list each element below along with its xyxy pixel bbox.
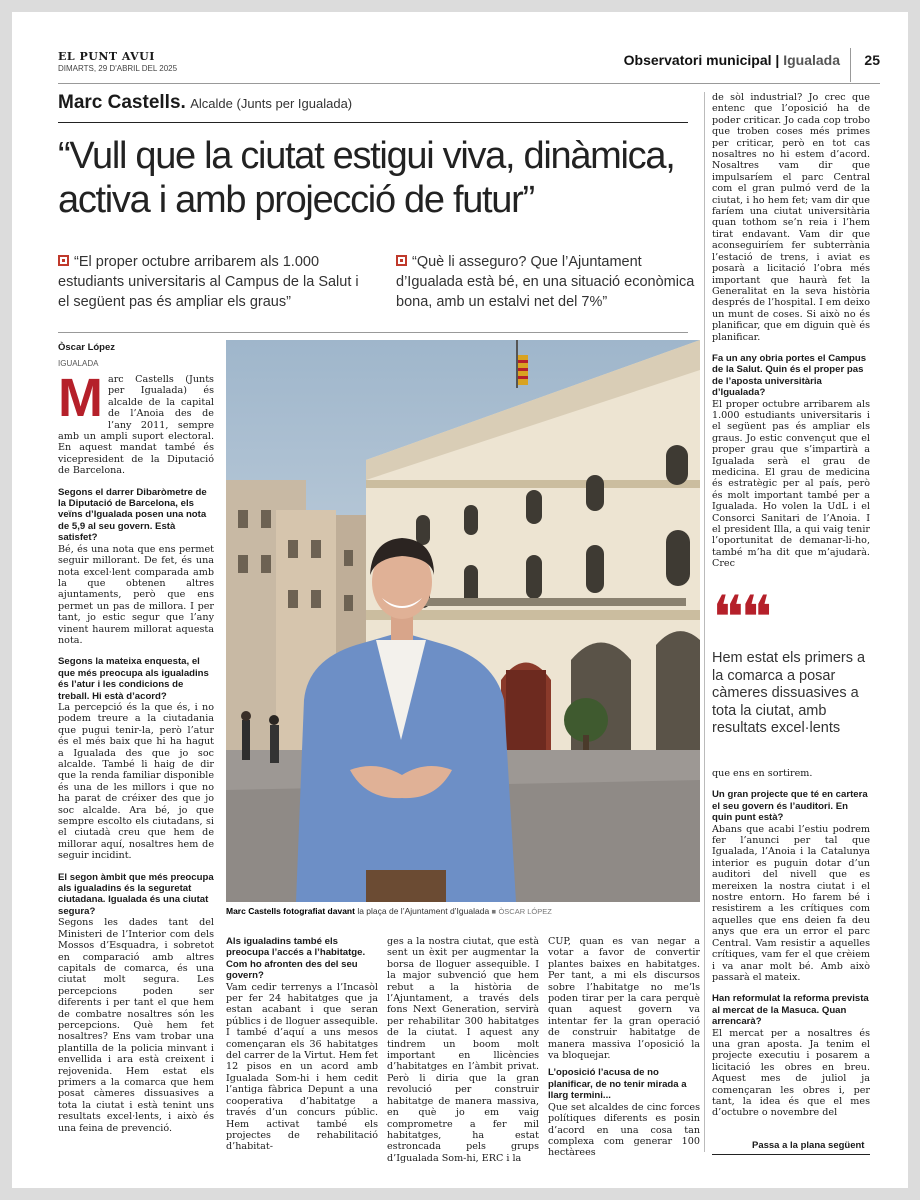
header-rule bbox=[58, 122, 688, 123]
question: Segons la mateixa enquesta, el que més preocupa als igualadins és l’atur i les condicions de treball. Hi està d’acord? bbox=[58, 656, 209, 702]
mayor-photo bbox=[226, 340, 700, 902]
caption-text: la plaça de l’Ajuntament d’Igualada bbox=[357, 906, 490, 916]
question: Han reformulat la reforma prevista al mercat de la Masuca. Quan arrencarà? bbox=[712, 993, 869, 1028]
answer: Abans que acabi l’estiu podrem fer l’anunci per tal que Igualada, l’Anoia i la Catalunya interior es puguin dotar d’un auditori del nivell que es mereixen la nostra ciutat i el nostre entorn. Ho farem bé i resistirem a les crítiques com aquelles que ens deien fa deu anys que era un error el parc Central. Vam resistir a aquelles crítiques, vam fer el que crèiem i va anar molt bé. Amb això passarà el mateix. bbox=[712, 823, 870, 983]
answer: Bé, és una nota que ens permet seguir millorant. De fet, és una nota excel·lent comparada amb la que obtenen altres ajuntaments, però que ens permet un pas de millora. I per tant, jo estic segur que l’any vinent haurem millorat aquesta nota. bbox=[58, 543, 214, 646]
headline: “Vull que la ciutat estigui viva, dinàmica, activa i amb projecció de futur” bbox=[58, 135, 675, 221]
author-place: IGUALADA bbox=[58, 359, 99, 368]
photo-credit: ÒSCAR LÓPEZ bbox=[498, 907, 552, 916]
question: Fa un any obria portes el Campus de la Salut. Quin és el proper pas de l’aposta universitària d’Igualada? bbox=[712, 352, 867, 399]
pull-quote-2 bbox=[396, 252, 696, 312]
intro-text: arc Castells (Junts per Igualada) és alcalde de la capital de l’Anoia des de l’any 2011, sempre amb un ampli suport electoral. En aquest mandat també és vicepresident de la Diputació de Barcelona. bbox=[58, 374, 214, 477]
article-column-3 bbox=[387, 936, 539, 1164]
author-byline bbox=[58, 342, 115, 371]
continue-notice: Passa a la plana següent bbox=[752, 1140, 865, 1151]
article-column-2 bbox=[226, 936, 378, 1154]
page-number: 25 bbox=[850, 48, 880, 82]
newspaper-page bbox=[12, 12, 908, 1188]
highlight-quote bbox=[712, 583, 870, 738]
issue-date: DIMARTS, 29 D'ABRIL DEL 2025 bbox=[58, 64, 178, 73]
end-rule bbox=[712, 1154, 870, 1155]
answer: El proper octubre arribarem als 1.000 estudiants universitaris i el següent pas és ampliar els graus. Jo estic convençut que el proper grau que s’impartirà a Igualada serà el grau de medicina. El grau de medicina és estratègic per al país, però és molt important també per a Igualada. Ho volen la UdL i el Consorci Sanitari de l’Anoia. I el president Illa, a qui vaig tenir l’oportunitat de demanar-li-ho, també m’ha dit que m’ajudarà. Crec bbox=[712, 398, 870, 570]
section-title: Observatori municipal | Igualada bbox=[623, 52, 840, 68]
answer: Que set alcaldes de cinc forces polítiques diferents es posin d’acord en una cosa tan complexa com generar 100 hectàrees bbox=[548, 1101, 700, 1159]
bullet-square-icon bbox=[396, 255, 407, 266]
column-rule bbox=[704, 92, 705, 1152]
question: El segon àmbit que més preocupa als igualadins és la seguretat ciutadana. Igualada és una ciutat segura? bbox=[58, 871, 214, 917]
caption-bold: Marc Castells fotografiat davant bbox=[226, 906, 355, 916]
answer: Vam cedir terrenys a l’Incasòl per fer 24 habitatges que ja estan acabant i que seran públics i de lloguer assequible. I també d’aquí a uns mesos començaran els 36 habitatges del carrer de la Virtut. Hem fet 12 pisos en un acord amb Igualada Som-hi i hem cedit l’antiga fàbrica Depunt a una cooperativa d’habitatge a través d’un concurs públic. Hem activat també els projectes de rehabilitació d’habitat- bbox=[226, 981, 378, 1153]
question: Un gran projecte que té en cartera el seu govern és l’auditori. En quin punt està? bbox=[712, 789, 868, 824]
pull-quote-text: “Què li asseguro? Que l’Ajuntament d’Igualada està bé, en una situació econòmica bona, amb un estalvi net del 7%” bbox=[396, 254, 695, 310]
highlight-quote-text: Hem estat els primers a la comarca a posar càmeres dissuasives a tota la ciutat, amb resultats excel·lents bbox=[712, 650, 866, 736]
answer: ges a la nostra ciutat, que està sent un èxit per augmentar la borsa de lloguer assequible. I la major subvenció que hem rebut a la història de l’Ajuntament, a través dels fons Next Generation, servirà per rehabilitar 300 habitatges de la ciutat. I aquest any tindrem un boom molt important en llicències d’habitatges en l’àmbit privat. Però li diria que la gran revolució per construir habitatge de manera massiva, en què jo em vaig comprometre a fer mil habitatges, ha estat estroncada pels grups d’Igualada Som-hi, ERC i la bbox=[387, 936, 539, 1164]
article-column-5-bottom bbox=[712, 768, 870, 1148]
author-name: Òscar López bbox=[58, 342, 116, 353]
drop-cap: M bbox=[58, 368, 103, 428]
question: Als igualadins també els preocupa l’accés a l’habitatge. Com ho afronten des del seu govern? bbox=[226, 936, 366, 982]
answer: Segons les dades tant del Ministeri de l’Interior com dels Mossos d’Esquadra, i sobretot en comparació amb altres capitals de comarca, és una ciutat molt segura. Les percepcions poden ser diferents i per tant el que hem de combatre nosaltres són les percepcions. Què hem fet nosaltres? Ens vam trobar una plantilla de la policia minvant i envellida i ara està creixent i rejovenida. Hem estat els primers a la comarca que hem posat càmeres dissuasives a tota la ciutat i està tenint uns resultats excel·lents, i això és una feina de prevenció. bbox=[58, 917, 214, 1134]
answer: El mercat per a nosaltres és una gran aposta. Ja tenim el projecte executiu i posarem a licitació les obres en breu. Aquest mes de juliol ja començaran les obres i, per tant, la idea és que el mes d’octubre o novembre del bbox=[712, 1027, 870, 1119]
answer: La percepció és la que és, i no podem treure a la ciutadania que pugui tenir-la, però l’atur és el més baix que hi ha hagut a Igualada des que jo soc alcalde. També li haig de dir que la renda familiar disponible és una de les millors i que no ha parat de créixer des que jo soc alcalde. Ara bé, jo que sempre escolto els ciutadans, si el ciutadà creu que hem de millorar aquí, nosaltres hem de seguir incidint. bbox=[58, 701, 214, 862]
photo-caption bbox=[226, 906, 700, 916]
quote-mark-icon: ❝❝ bbox=[712, 583, 769, 653]
section-city: Igualada bbox=[783, 52, 840, 68]
answer: de sòl industrial? Jo crec que entenc que l’oposició ha de poder criticar. Jo cada cop trobo que troben coses més primes per criticar, però en tot cas nosaltres no hi estem d’acord. Nosaltres vam dir que impulsaríem el parc Central com el gran pulmó verd de la ciutat, i ho hem fet; vam dir que faríem una ciutat universitària quan tothom se’n reia i l’hem tirat endavant. Vam dir que aconseguiríem fer subterrània l’estació de trens, i aviat es posarà a licitació l’obra més important que haurà fet la Generalitat en la seva història després de l’hospital. I em deixo un munt de coses. Si això no és planificar, que em diguin què és planificar. bbox=[712, 92, 870, 343]
article-column-1 bbox=[58, 368, 214, 1154]
photo-credit-icon: ■ bbox=[491, 907, 497, 916]
interviewee-role: Alcalde (Junts per Igualada) bbox=[190, 96, 353, 111]
article-column-4 bbox=[548, 936, 700, 1159]
article-column-5-top bbox=[712, 92, 870, 592]
interviewee-header bbox=[58, 92, 352, 114]
pull-quote-text: “El proper octubre arribarem als 1.000 estudiants universitaris al Campus de la Salut i el següent pas és ampliar els graus” bbox=[58, 254, 359, 310]
masthead bbox=[58, 48, 880, 84]
newspaper-logo: EL PUNT AVUI bbox=[58, 50, 155, 63]
pull-quote-1 bbox=[58, 252, 368, 312]
photo-illustration bbox=[226, 340, 700, 902]
section-name: Observatori municipal bbox=[623, 52, 772, 68]
answer: CUP, quan es van negar a votar a favor de convertir plantes baixes en habitatges. Per tant, a mi els discursos sobre l’habitatge no me’ls poden tirar per la cara perquè quan aquest govern va intentar fer la gran operació de construir habitatge de manera massiva l’oposició la va bloquejar. bbox=[548, 936, 700, 1062]
divider bbox=[58, 332, 688, 333]
answer: que ens en sortirem. bbox=[712, 768, 813, 779]
interviewee-name: Marc Castells. bbox=[58, 92, 186, 113]
question: Segons el darrer Dibaròmetre de la Diputació de Barcelona, els veïns d’Igualada posen una nota de 5,9 al seu govern. Està satisfet? bbox=[58, 486, 207, 544]
bullet-square-icon bbox=[58, 255, 69, 266]
question: L’oposició l’acusa de no planificar, de no tenir mirada a llarg termini... bbox=[548, 1067, 687, 1102]
